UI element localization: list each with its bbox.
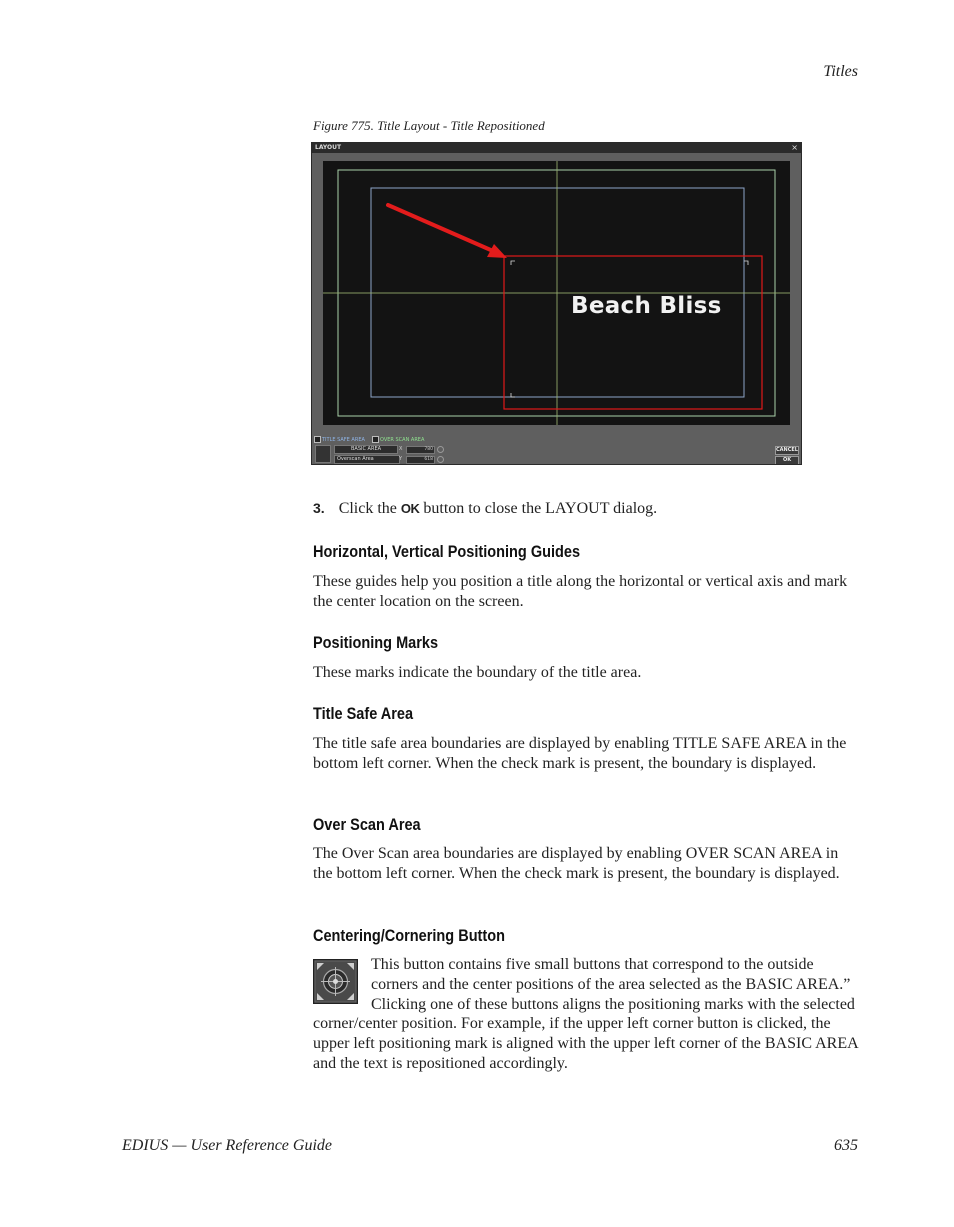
- dialog-controls: [312, 433, 801, 465]
- positioning-mark-top-right: [744, 261, 748, 265]
- close-icon[interactable]: ×: [791, 143, 798, 152]
- section-heading-centering-button: Centering/Cornering Button: [313, 927, 505, 945]
- ok-button[interactable]: OK: [775, 456, 799, 465]
- section-body-title-safe-area: The title safe area boundaries are displayed by enabling TITLE SAFE AREA in the bottom left corner. When the check mark is present, the boundary is displayed.: [313, 735, 847, 772]
- section-body-centering-button: [313, 955, 858, 1074]
- dialog-titlebar: [312, 143, 801, 153]
- step-button-name: OK: [400, 501, 420, 516]
- area-select[interactable]: Overscan Area: [334, 455, 400, 464]
- centering-cornering-button[interactable]: [315, 445, 331, 463]
- checkbox-icon: [314, 436, 321, 443]
- running-header: Titles: [823, 63, 858, 80]
- section-heading-positioning-marks: Positioning Marks: [313, 634, 439, 652]
- preview-title-text: Beach Bliss: [571, 293, 722, 319]
- x-spin-icon[interactable]: [437, 446, 444, 453]
- figure-caption: Figure 775. Title Layout - Title Repositioned: [313, 118, 545, 133]
- title-safe-area-label: TITLE SAFE AREA: [322, 436, 365, 443]
- dialog-title: LAYOUT: [315, 144, 342, 151]
- y-position-field[interactable]: 618: [406, 456, 435, 464]
- basic-area-label: BASIC AREA: [334, 445, 398, 454]
- cancel-button[interactable]: CANCEL: [776, 447, 798, 453]
- centering-button-text: This button contains five small buttons that correspond to the outside corners and the center positions of the area selected as the BASIC AREA.” Clicking one of these buttons aligns the positioning marks with the selected corner/center position. For example, if the upper left corner button is clicked, the upper left positioning mark is aligned with the upper left corner of the BASIC AREA and the text is repositioned accordingly.: [313, 956, 858, 1072]
- y-spin-icon[interactable]: [437, 456, 444, 463]
- positioning-mark-bottom-left: [511, 393, 515, 397]
- section-heading-title-safe-area: Title Safe Area: [313, 705, 414, 723]
- step-3: [313, 500, 657, 518]
- x-position-field[interactable]: 780: [406, 446, 435, 454]
- over-scan-area-checkbox[interactable]: [372, 436, 424, 443]
- section-heading-over-scan-area: Over Scan Area: [313, 816, 421, 834]
- x-label: X: [399, 446, 403, 452]
- section-body-guides: These guides help you position a title along the horizontal or vertical axis and mark the center location on the screen.: [313, 573, 848, 610]
- section-body-positioning-marks: These marks indicate the boundary of the title area.: [313, 664, 642, 681]
- title-safe-area-checkbox[interactable]: [314, 436, 365, 443]
- layout-preview: [323, 161, 790, 425]
- layout-dialog-screenshot: [311, 142, 802, 465]
- over-scan-area-label: OVER SCAN AREA: [380, 436, 425, 443]
- footer-guide-title: EDIUS — User Reference Guide: [122, 1137, 333, 1154]
- section-heading-guides: Horizontal, Vertical Positioning Guides: [313, 543, 581, 561]
- step-text-before: Click the: [338, 500, 397, 517]
- checkbox-icon: [372, 436, 379, 443]
- footer-page-number: 635: [834, 1137, 858, 1154]
- step-text-after: button to close the LAYOUT dialog.: [423, 500, 658, 517]
- positioning-mark-top-left: [511, 261, 515, 265]
- section-body-over-scan-area: The Over Scan area boundaries are displayed by enabling OVER SCAN AREA in the bottom left corner. When the check mark is present, the boundary is displayed.: [313, 845, 840, 882]
- icon-float-spacer: [313, 955, 371, 1005]
- title-bounding-box: [504, 256, 762, 409]
- step-number: 3.: [313, 500, 325, 516]
- y-label: Y: [399, 456, 403, 462]
- red-arrow-shaft: [388, 205, 493, 251]
